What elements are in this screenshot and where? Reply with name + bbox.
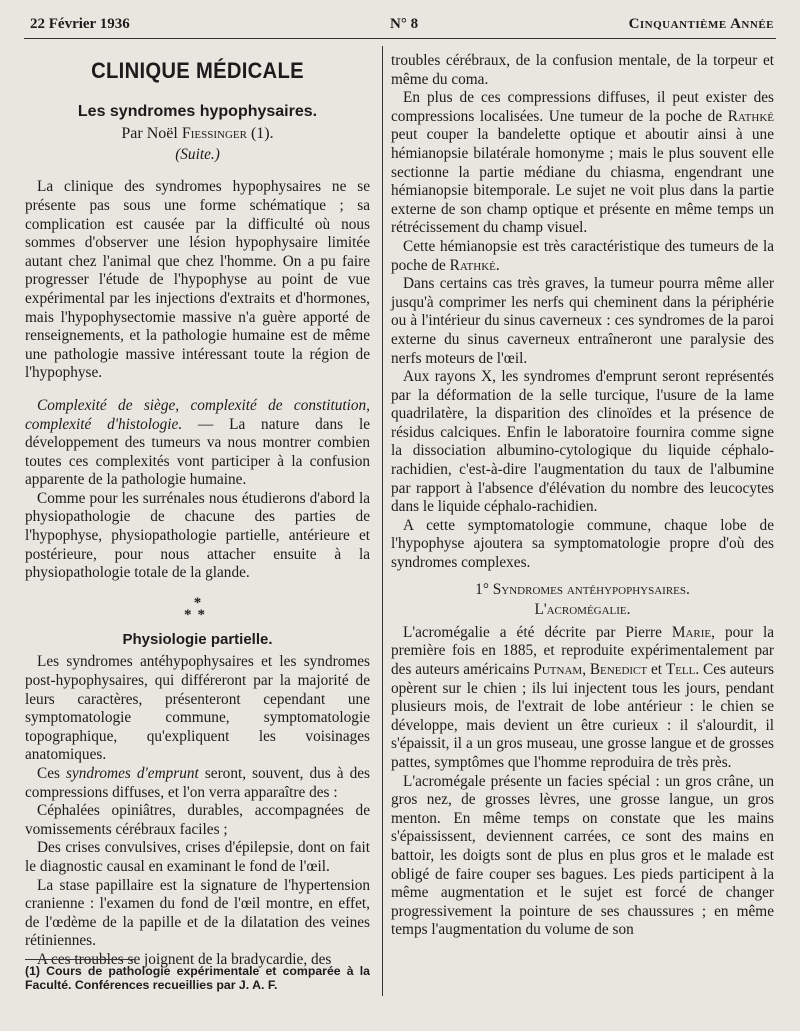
paragraph-text: , pour la première fois en 1885, et reproduite expérimentalement par des auteurs américains	[391, 623, 774, 678]
byline	[25, 125, 370, 144]
paragraph	[391, 624, 774, 773]
paragraph	[25, 397, 370, 490]
paragraph-text: .	[495, 256, 500, 274]
subsection-heading: L'acromégalie.	[534, 601, 631, 619]
issue-number: N° 8	[390, 16, 419, 32]
paragraph	[391, 89, 774, 238]
section-heading: 1° Syndromes antéhypophysaires.	[475, 580, 690, 598]
paragraph-text: L'acromégalie a été décrite par Pierre	[403, 623, 672, 641]
article-title: Les syndromes hypophysaires.	[77, 102, 318, 120]
paragraph: Céphalées opiniâtres, durables, accompagnées de vomissements cérébraux faciles ;	[25, 802, 370, 838]
paragraph-text: En plus de ces compressions diffuses, il peut exister des compressions localisées. Une tumeur de la poche de	[391, 89, 774, 125]
footnote-ref: (1).	[246, 125, 274, 143]
asterism-top: *	[193, 594, 202, 611]
person-name: Putnam	[533, 661, 583, 678]
footnote-rule	[25, 959, 135, 960]
paragraph-text: et	[647, 661, 666, 678]
paragraph: Les syndromes antéhypophysaires et les syndromes post-hypophysaires, qui différeront par la majorité de leurs caractères, présenteront cependant une symptomatologie commune, symptomatologie topographique, qu'expliquent les voisinages anatomiques.	[25, 653, 370, 764]
paragraph: A cette symptomatologie commune, chaque lobe de l'hypophyse ajoutera sa symptomatologie propre d'où des syndromes complexes.	[391, 516, 774, 572]
left-column	[25, 58, 370, 970]
person-name: Rathké	[449, 256, 496, 274]
paragraph-text: Ces	[37, 765, 66, 782]
italic-lead: Complexité de siège, complexité de constitution, complexité d'histologie.	[25, 396, 370, 433]
paragraph: Des crises convulsives, crises d'épilepsie, dont on fait le diagnostic causal en examinant le fond de l'œil.	[25, 839, 370, 875]
column-rule	[382, 46, 383, 996]
header-rule	[24, 38, 776, 39]
footnote: (1) Cours de pathologie expérimentale et comparée à la Faculté. Conférences recueillies par J. A. F.	[25, 964, 370, 992]
person-name: Marie	[671, 623, 712, 641]
suite-note: (Suite.)	[175, 145, 220, 163]
asterism	[25, 594, 370, 623]
person-name: Tell	[665, 661, 696, 678]
author-name: Fiessinger	[181, 125, 247, 143]
page-header	[24, 12, 776, 34]
paragraph-text: — La nature dans le développement des tumeurs va nous montrer combien toutes ces complexités vont participer à la confusion apparente de la pathologie humaine.	[25, 415, 370, 489]
paragraph-text: seront, souvent, dus à des compressions diffuses, et l'on verra apparaître des :	[25, 765, 371, 801]
subsection-title: Physiologie partielle.	[122, 630, 273, 648]
paragraph: L'acromégale présente un facies spécial : un gros crâne, un gros nez, de grosses lèvres, une grosse langue, un gros menton. En même temps on constate que les mains s'épaississent, deviennent carrées, ce sont des mains en battoir, les doigts sont de plus en plus gros et le malade est obligé de faire couper ses bagues. Les pieds participent à la même augmentation et le sujet est forcé de changer progressivement la pointure de ses chaussures ; en même temps l'augmentation du volume de son	[391, 772, 774, 939]
paragraph: La stase papillaire est la signature de l'hypertension cranienne : l'examen du fond de l'œil montre, en effet, de l'œdème de la papille et de la dilatation des veines rétiniennes.	[25, 876, 370, 950]
paragraph: Dans certains cas très graves, la tumeur pourra même aller jusqu'à comprimer les nerfs qui cheminent dans la périphérie ou à l'intérieur du sinus caverneux : ces syndromes de la paroi externe du sinus caverneux entraîneront une paralysie des nerfs moteurs de l'œil.	[391, 275, 774, 367]
right-column	[391, 52, 774, 940]
paragraph-text: peut couper la bandelette optique et aboutir ainsi à une hémianopsie bilatérale homonyme ; mais le plus souvent elle sectionne la partie médiane du chiasma, engendrant une hémianopsie bitemporale. Le sujet ne voit plus dans la partie externe de son champ optique et présente en même temps un rétrécissement du champ visuel.	[391, 126, 774, 237]
paragraph	[391, 238, 774, 275]
paragraph	[25, 765, 370, 802]
asterism-bottom: **	[184, 606, 211, 623]
byline-prefix: Par Noël	[121, 125, 182, 143]
paragraph-text: ,	[582, 661, 590, 678]
paragraph: La clinique des syndromes hypophysaires ne se présente pas sous une forme schématique ; sa complication est causée par la difficulté où nous sommes d'observer une lésion hypophysaire limitée autant chez l'animal que chez l'homme. On a pu faire progresser l'étude de l'hypophyse au point de vue expérimental par les injections d'extraits et d'hormones, mais l'hypophysectomie massive n'a guère apporté de renseignements, et la pathologie humaine est de même une pathologie massive intéressant toute la région de l'hypophyse.	[25, 178, 370, 382]
issue-date: 22 Février 1936	[30, 16, 130, 32]
paragraph-text: . Ces auteurs opèrent sur le chien ; ils lui injectent tous les jours, pendant plusieurs mois, de l'extrait de lobe antérieur : le chien se développe, mais devient un être curieux : il s'alourdit, il s'épaissit, il a un gros museau, une grosse langue et de grosses pattes, symptômes que l'homme reproduira de très près.	[391, 661, 774, 771]
paragraph: troubles cérébraux, de la confusion mentale, de la torpeur et même du coma.	[391, 52, 774, 88]
paragraph-text: Cette hémianopsie est très caractéristique des tumeurs de la poche de	[391, 237, 774, 274]
section-title: CLINIQUE MÉDICALE	[91, 58, 304, 83]
person-name: Benedict	[589, 661, 648, 678]
paragraph: Comme pour les surrénales nous étudierons d'abord la physiopathologie de chacune des parties de l'hypophyse, physiopathologie partielle, antérieure et postérieure, pour nous attacher ensuite à la physiopathologie totale de la glande.	[25, 489, 370, 582]
person-name: Rathké	[727, 107, 774, 125]
paragraph: Aux rayons X, les syndromes d'emprunt seront représentés par la déformation de la selle turcique, l'usure de la lame quadrilatère, la disparition des clinoïdes et la présence de résidus calciques. Enfin le laboratoire fournira comme signe la dissociation albumino-cytologique du liquide céphalo-rachidien, c'est-à-dire l'augmentation du taux de l'albumine par rapport à l'absence d'élévation du nombre des leucocytes dans le liquide céphalo-rachidien.	[391, 368, 774, 516]
italic-term: syndromes d'emprunt	[65, 765, 199, 782]
paragraph: A ces troubles se joignent de la bradycardie, des	[37, 950, 332, 968]
publication-year: Cinquantième Année	[628, 16, 774, 32]
